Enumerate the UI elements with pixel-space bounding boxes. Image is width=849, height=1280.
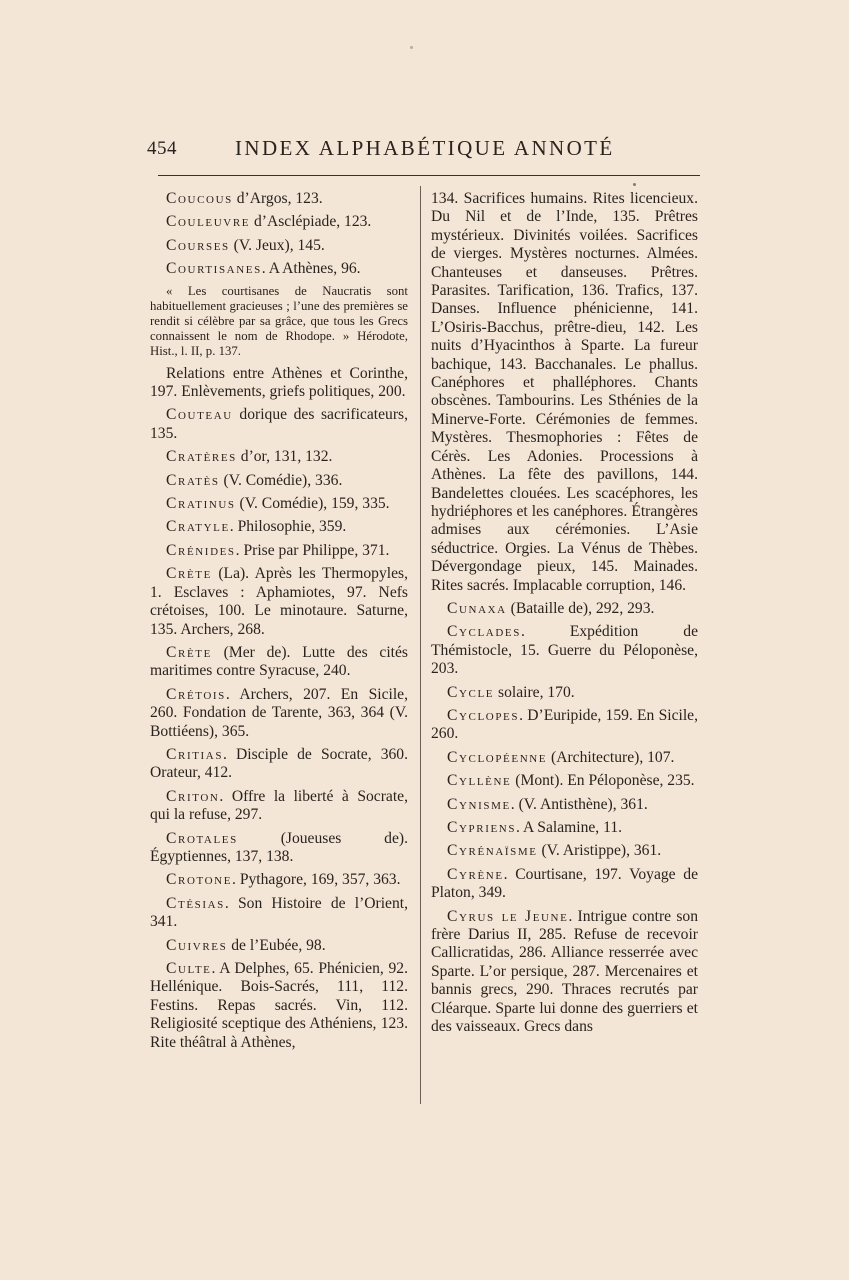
- index-headword: Cyllène: [447, 772, 512, 790]
- index-headword: Crète: [166, 643, 212, 661]
- index-headword: Cyclades: [447, 623, 521, 641]
- index-entry-text: . Intrigue contre son frère Darius II, 285. Refuse de recevoir Callicratidas, 286. Alliance resserrée avec Sparte. L’or persique, 287. Mercenaires et bannis grecs, 290. Thraces recrutés par Cléarque. Sparte lui donne des guerriers et des vaisseaux. Grecs dans: [431, 907, 698, 1036]
- index-entry: [150, 495, 408, 513]
- index-entry: [431, 600, 698, 618]
- index-entry: [150, 871, 408, 889]
- index-entry-text: . Offre la liberté à Socrate, qui la refuse, 297.: [150, 787, 408, 824]
- index-entry: [150, 746, 408, 783]
- index-headword: Crétois: [166, 685, 226, 703]
- index-headword: Cratinus: [166, 495, 236, 513]
- column-divider: [420, 186, 421, 1104]
- index-headword: Couleuvre: [166, 213, 251, 231]
- page-title: INDEX ALPHABÉTIQUE ANNOTÉ: [235, 136, 615, 160]
- index-entry-text: . A Salamine, 11.: [516, 819, 623, 836]
- index-entry: [431, 749, 698, 767]
- index-entry-text: d’Argos, 123.: [232, 190, 323, 207]
- index-entry: [150, 190, 408, 208]
- index-entry: [150, 448, 408, 466]
- index-entry: [150, 213, 408, 231]
- index-entry: [150, 960, 408, 1052]
- index-headword: Cyrénaïsme: [447, 842, 538, 860]
- paper-speck: [633, 183, 636, 186]
- index-entry-text: dorique des sacrificateurs, 135.: [150, 406, 408, 442]
- index-entry: [150, 565, 408, 639]
- index-headword: Ctésias: [166, 894, 225, 912]
- index-entry: [431, 819, 698, 837]
- index-headword: Cyclopéenne: [447, 748, 548, 766]
- index-entry: [150, 937, 408, 955]
- index-entry: [431, 866, 698, 903]
- index-headword: Courtisanes: [166, 260, 262, 278]
- index-headword: Cratères: [166, 448, 237, 466]
- index-entry: [150, 542, 408, 560]
- index-headword: Crotales: [166, 829, 238, 847]
- index-entry-text: . Son Histoire de l’Orient, 341.: [150, 894, 408, 931]
- index-headword: Cycle: [447, 683, 495, 701]
- index-entry: [150, 472, 408, 490]
- index-entry: [150, 830, 408, 867]
- page-number: 454: [147, 138, 177, 159]
- left-column: [150, 190, 408, 1057]
- index-headword: Cuivres: [166, 936, 228, 954]
- index-quote: « Les courtisanes de Naucratis sont habituellement gracieuses ; l’une des premières se rendit si célèbre par sa grâce, que tous les Grecs connaissent le nom de Rhodope. » Hérodote, Hist., l. II, p. 137.: [150, 283, 408, 358]
- index-entry: [150, 260, 408, 278]
- index-entry: [431, 796, 698, 814]
- index-entry-text: (V. Jeux), 145.: [229, 236, 325, 254]
- index-entry: [431, 842, 698, 860]
- index-entry-text: (La). Après les Thermopyles, 1. Esclaves : Aphamiotes, 97. Nefs crétoises, 100. Le minotaure. Saturne, 135. Archers, 268.: [150, 565, 408, 638]
- index-headword: Cyrus le Jeune: [447, 907, 569, 925]
- index-entry-text: . D’Euripide, 159. En Sicile, 260.: [431, 706, 698, 743]
- index-entry-text: (V. Comédie), 336.: [219, 471, 343, 489]
- index-headword: Crète: [166, 565, 212, 583]
- index-entry: [150, 686, 408, 741]
- index-entry: [150, 518, 408, 536]
- index-entry-text: (Mont). En Péloponèse, 235.: [511, 772, 695, 790]
- index-entry: [431, 707, 698, 744]
- paper-speck: [410, 46, 413, 49]
- index-entry-text: d’Asclépiade, 123.: [250, 213, 372, 231]
- index-headword: Cratyle: [166, 518, 230, 536]
- index-headword: Culte: [166, 960, 212, 977]
- index-entry: [150, 237, 408, 255]
- index-entry-text: (Mer de). Lutte des cités maritimes contre Syracuse, 240.: [150, 643, 408, 680]
- index-headword: Crénides: [166, 541, 236, 559]
- index-headword: Critias: [166, 745, 224, 763]
- index-entry: [431, 684, 698, 702]
- index-entry-text: . A Athènes, 96.: [261, 260, 361, 278]
- index-headword: Crotone: [166, 871, 233, 889]
- index-entry-text: d’or, 131, 132.: [236, 448, 333, 466]
- index-headword: Cypriens: [447, 819, 517, 836]
- index-entry-text: (V. Comédie), 159, 335.: [235, 495, 390, 513]
- index-entry: [431, 623, 698, 678]
- index-headword: Courses: [166, 236, 230, 254]
- index-entry: [150, 406, 408, 443]
- index-entry-text: (Bataille de), 292, 293.: [506, 599, 655, 617]
- index-entry-text: (V. Aristippe), 361.: [537, 842, 662, 860]
- index-entry: [150, 788, 408, 825]
- index-entry-text: solaire, 170.: [494, 683, 575, 701]
- right-column: [431, 190, 698, 1041]
- index-headword: Cynisme: [447, 795, 511, 813]
- index-entry-text: . Disciple de Socrate, 360. Orateur, 412.: [150, 745, 408, 782]
- index-entry-text: . Archers, 207. En Sicile, 260. Fondation de Tarente, 363, 364 (V. Bottiéens), 365.: [150, 685, 408, 740]
- index-entry: [431, 908, 698, 1037]
- index-headword: Cyclopes: [447, 706, 520, 724]
- index-entry-text: . Philosophie, 359.: [229, 518, 347, 536]
- index-paragraph: Relations entre Athènes et Corinthe, 197. Enlèvements, griefs politiques, 200.: [150, 364, 408, 401]
- index-entry-text: de l’Eubée, 98.: [227, 936, 326, 954]
- index-entry-text: . Courtisane, 197. Voyage de Platon, 349.: [431, 865, 698, 902]
- index-entry-text: (Joueuses de). Égyptiennes, 137, 138.: [150, 829, 408, 865]
- index-entry: [150, 644, 408, 681]
- header-rule: [158, 175, 700, 176]
- index-entry-text: . A Delphes, 65. Phénicien, 92. Hellénique. Bois-Sacrés, 111, 112. Festins. Repas sacrés. Vin, 112. Religiosité sceptique des Athéniens, 123. Rite théâtral à Athènes,: [150, 960, 408, 1051]
- index-entry-text: (Architecture), 107.: [547, 748, 675, 766]
- page-header: [147, 134, 707, 166]
- index-entry: [431, 772, 698, 790]
- index-headword: Criton: [166, 787, 220, 805]
- index-headword: Cunaxa: [447, 599, 507, 617]
- index-headword: Cyrène: [447, 865, 504, 883]
- index-entry-text: . (V. Antisthène), 361.: [510, 795, 648, 813]
- index-entry-text: . Expédition de Thémistocle, 15. Guerre du Péloponèse, 203.: [431, 623, 698, 678]
- index-headword: Coucous: [166, 190, 233, 207]
- index-headword: Cratès: [166, 471, 220, 489]
- index-headword: Couteau: [166, 406, 233, 424]
- index-entry-text: . Prise par Philippe, 371.: [235, 541, 390, 559]
- index-entry-text: . Pythagore, 169, 357, 363.: [232, 871, 401, 889]
- index-entry-continuation: 134. Sacrifices humains. Rites licencieux. Du Nil et de l’Inde, 135. Prêtres mystérieux. Divinités voilées. Sacrifices de vierges. Mystères nocturnes. Almées. Chanteuses et danseuses. Prêtres. Parasites. Tarification, 136. Trafics, 137. Danses. Influence phénicienne, 141. L’Osiris-Bacchus, prêtre-dieu, 142. Les nuits d’Hyacinthos à Sparte. La fureur bachique, 143. Bacchanales. Le phallus. Canéphores et phalléphores. Chants obscènes. Tambourins. Les Sthénies de la Minerve-Forte. Cérémonies de femmes. Mystères. Thesmophories : Fêtes de Cérès. Les Adonies. Processions à Athènes. La fête des pavillons, 144. Bandelettes clouées. Les scacéphores, les hydriéphores et les canéphores. Étrangères admises aux cérémonies. L’Asie séductrice. Orgies. La Vénus de Thèbes. Dévergondage pieux, 145. Mainades. Rites sacrés. Implacable corruption, 146.: [431, 190, 698, 594]
- index-entry: [150, 895, 408, 932]
